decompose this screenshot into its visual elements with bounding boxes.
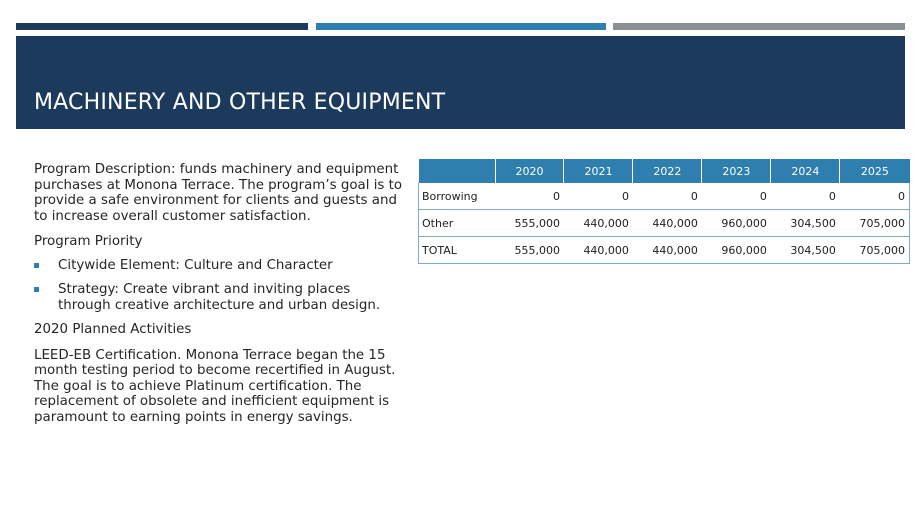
priority-heading: Program Priority — [34, 234, 143, 249]
table-cell: 0 — [771, 183, 840, 210]
table-cell: 960,000 — [702, 210, 771, 237]
table-cell: 555,000 — [495, 237, 564, 264]
table-cell: 0 — [495, 183, 564, 210]
row-label: TOTAL — [419, 237, 496, 264]
table-cell: 555,000 — [495, 210, 564, 237]
table-cell: 0 — [702, 183, 771, 210]
priority-item-text: Strategy: Create vibrant and inviting places through creative architecture and urban design. — [58, 282, 381, 313]
priority-list — [34, 258, 404, 314]
header-year: 2023 — [702, 159, 771, 183]
accent-bar-blue — [316, 23, 606, 30]
header-year: 2025 — [840, 159, 910, 183]
table-cell: 440,000 — [564, 210, 633, 237]
activities-heading: 2020 Planned Activities — [34, 322, 192, 337]
table-cell: 705,000 — [840, 210, 910, 237]
body-text — [34, 162, 404, 425]
row-label: Other — [419, 210, 496, 237]
table-cell: 304,500 — [771, 210, 840, 237]
table-cell: 440,000 — [633, 237, 702, 264]
table-cell: 0 — [564, 183, 633, 210]
table-row — [419, 210, 910, 237]
table-cell: 960,000 — [702, 237, 771, 264]
priority-item — [34, 258, 404, 274]
table-cell: 705,000 — [840, 237, 910, 264]
activities-text: LEED-EB Certification. Monona Terrace began the 15 month testing period to become recertified in August. The goal is to achieve Platinum certification. The replacement of obsolete and inefficient equipment is paramount to earning points in energy savings. — [34, 347, 396, 425]
priority-item-text: Citywide Element: Culture and Character — [58, 257, 333, 273]
program-description: Program Description: funds machinery and equipment purchases at Monona Terrace. The program’s goal is to provide a safe environment for clients and guests and to increase overall customer satisfaction. — [34, 162, 403, 224]
table-cell: 440,000 — [564, 237, 633, 264]
header-year: 2024 — [771, 159, 840, 183]
bullet-square-icon — [34, 287, 39, 292]
accent-bar-gray — [613, 23, 905, 30]
bullet-square-icon — [34, 263, 39, 268]
table-row — [419, 237, 910, 264]
row-label: Borrowing — [419, 183, 496, 210]
table-header-row — [419, 159, 910, 183]
table-row — [419, 183, 910, 210]
slide-title: MACHINERY AND OTHER EQUIPMENT — [34, 90, 446, 115]
table-cell: 440,000 — [633, 210, 702, 237]
title-band — [16, 36, 905, 129]
accent-bar-navy — [16, 23, 308, 30]
header-year: 2021 — [564, 159, 633, 183]
header-year: 2022 — [633, 159, 702, 183]
funding-table — [418, 159, 910, 264]
table-cell: 0 — [840, 183, 910, 210]
table-cell: 304,500 — [771, 237, 840, 264]
priority-item — [34, 282, 404, 313]
header-year: 2020 — [495, 159, 564, 183]
header-empty-cell — [419, 159, 496, 183]
table-cell: 0 — [633, 183, 702, 210]
